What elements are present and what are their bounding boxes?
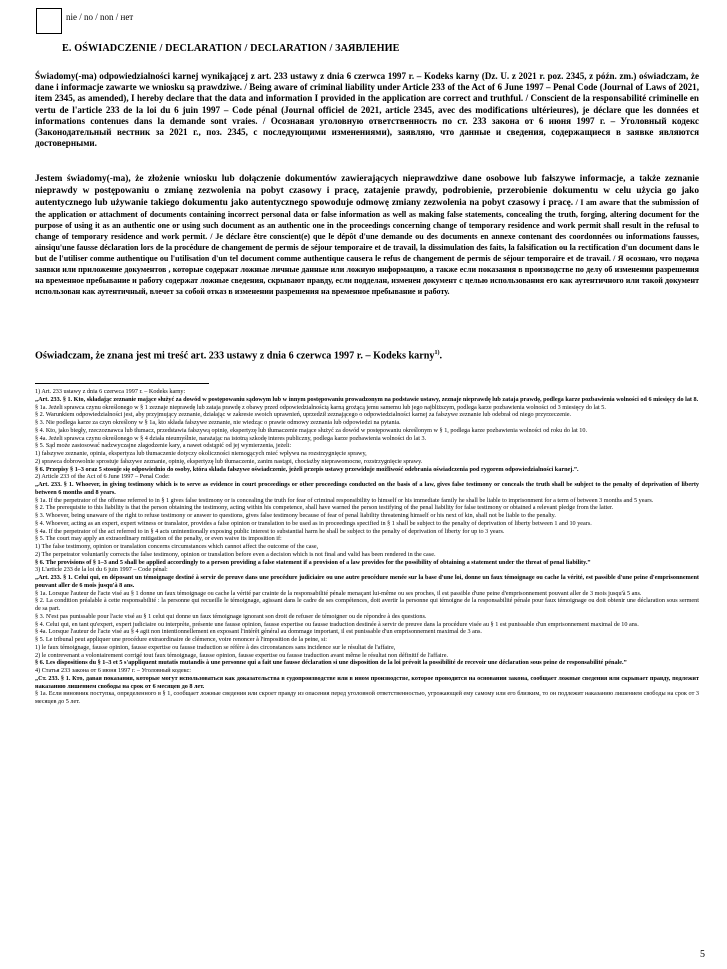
footnote-line: § 1a. Lorsque l'auteur de l'acte visé au § 1 donne un faux témoignage ou cache la vérité par crainte de la responsabilité pénale menaçant lui-même ou ses proches, il est passible d'une peine d'emprisonnement pouvant aller de 3 mois jusqu'à 5 ans.: [35, 589, 642, 597]
footnote-line: § 2. Warunkiem odpowiedzialności jest, aby przyjmujący zeznanie, działając w zakresie swoich uprawnień, uprzedził zeznającego o odpowiedzialności karnej za fałszywe zeznanie lub odebrał od niego przyrzeczenie.: [35, 411, 572, 419]
footnote-line: § 1a. Если виновник поступка, определенного в § 1, сообщает ложные сведения или скроет правду из опасения перед уголовной ответственностью, угрожающей ему самому или его близким, то он подлежит наказанию лишением свободы на срок от 3 месяцев до 5 лет.: [35, 690, 699, 705]
footnote-line: § 6. Les dispositions du § 1–3 et 5 s'appliquent mutatis mutandis à une personne qui a fait une fausse déclaration si une disposition de la loi prévoit la possibilité de recevoir une déclaration sous peine de responsabilité pénale.”: [35, 659, 627, 667]
checkbox-row: [36, 6, 133, 36]
footnote-line: § 2. La condition préalable à cette responsabilité : la personne qui recueille le témoignage, agissant dans le cadre de ses compétences, doit avertir la personne qui témoigne de la responsabilité pénale pour faux témoignage ou doit obtenir une déclaration sous serment de sa part.: [35, 597, 699, 612]
footnote-line: 1) le faux témoignage, fausse opinion, fausse expertise ou fausse traduction se réfère à des circonstances sans incidence sur le résultat de l'affaire,: [35, 643, 396, 651]
footnote-line: § 4a. Jeżeli sprawca czynu określonego w § 4 działa nieumyślnie, narażając na istotną szkodę interes publiczny, podlega karze pozbawienia wolności do lat 3.: [35, 434, 427, 442]
footnote-line: 3) L'article 233 de la loi du 6 juin 1997 – Code pénal:: [35, 566, 168, 574]
footnote-line: 2) sprawca dobrowolnie sprostuje fałszywe zeznanie, opinię, ekspertyzę lub tłumaczenie, zanim nastąpi, chociażby nieprawomocne, rozstrzygnięcie sprawy.: [35, 457, 423, 465]
footnote-line: § 4a. Lorsque l'auteur de l'acte visé au § 4 agit non intentionnellement en exposant l'intérêt général au dommage important, il est punissable d'un emprisonnement maximal de 3 ans.: [35, 628, 482, 636]
footnote-line: § 4. Whoever, acting as an expert, expert witness or translator, provides a false opinion or translation to be used as in proceedings specified in § 1 shall be subject to the penalty of deprivation of liberty between 1 and 10 years.: [35, 519, 592, 527]
no-checkbox[interactable]: [36, 8, 62, 34]
footnote-line: § 2. The prerequisite to this liability is that the person obtaining the testimony, acting within his competence, shall have warned the person testifying of the penal liability for false testimony or obtained a relevant pledge from the latter.: [35, 504, 614, 512]
footnote-line: § 6. Przepisy § 1–3 oraz 5 stosuje się odpowiednio do osoby, która składa fałszywe oświadczenie, jeżeli przepis ustawy przewiduje możliwość odebrania oświadczenia pod rygorem odpowiedzialności karnej.”.: [35, 465, 579, 473]
footnote-line: 2) The perpetrator voluntarily corrects the false testimony, opinion or translation before even a decision which is not final and valid has been rendered in the case.: [35, 550, 436, 558]
footnote-reference: 1): [434, 350, 440, 356]
footnote-line: § 5. Sąd może zastosować nadzwyczajne złagodzenie kary, a nawet odstąpić od jej wymierzenia, jeżeli:: [35, 442, 292, 450]
awareness-polish-text: Jestem świadomy(-ma), że złożenie wniosku lub dołączenie dokumentów zawierających nieprawdziwe dane osobowe lub fałszywe informacje, a także zeznanie nieprawdy w postępowaniu o zmianę zezwolenia na pobyt czasowy i pracę, zatajenie prawdy, podrobienie, przerobienie dokumentu w celu użycia go jako autentycznego lub używanie takiego dokumentu jako autentycznego spowoduje odmowę zmiany zezwolenia na pobyt czasowy i pracę.: [35, 174, 699, 208]
footnote-line: „Art. 233. § 1. Kto, składając zeznanie mające służyć za dowód w postępowaniu sądowym lub w innym postępowaniu prowadzonym na podstawie ustawy, zeznaje nieprawdę lub zataja prawdę, podlega karze pozbawienia wolności od 6 miesięcy do lat 8.: [35, 395, 699, 403]
footnote-line: § 3. N'est pas punissable pour l'acte visé au § 1 celui qui donne un faux témoignage ignorant son droit de refuser de témoigner ou de répondre à des questions.: [35, 612, 427, 620]
footnote-line: § 4. Celui qui, en tant qu'expert, expert judiciaire ou interprète, présente une fausse opinion, fausse expertise ou fausse traduction destinée à servir de preuve dans la procédure visée au § 1 est punissable d'un emprisonnement maximal de 10 ans.: [35, 620, 639, 628]
footnote-line: § 6. The provisions of § 1–3 and 5 shall be applied accordingly to a person providing a false statement if a provision of a law provides for the possibility of obtaining a statement under the threat of penal liability.”: [35, 558, 591, 566]
footnote-line: § 5. Le tribunal peut appliquer une procédure extraordinaire de clémence, voire renoncer à l'imposition de la peine, si:: [35, 636, 327, 643]
page-number: 5: [700, 949, 705, 960]
footnote-line: 1) Art. 233 ustawy z dnia 6 czerwca 1997 r. – Kodeks karny:: [35, 388, 186, 395]
footnote-line: „Art. 233. § 1. Celui qui, en déposant un témoignage destiné à servir de preuve dans une procédure judiciaire ou une autre procédure menée sur la base d'une loi, donne un faux témoignage ou cache la vérité, est passible d'une peine d'emprisonnement pouvant aller de 6 mois jusqu'à 8 ans.: [35, 574, 699, 589]
footnotes: [35, 388, 699, 706]
section-heading: E. OŚWIADCZENIE / DECLARATION / DECLARATION / ЗАЯВЛЕНИЕ: [62, 43, 400, 54]
footnote-line: § 3. Whoever, being unaware of the right to refuse testimony or answer to questions, gives false testimony because of fear of penal liability threatening himself or his next of kin, shall not be liable to the penalty.: [35, 512, 556, 519]
footnote-line: 1) The false testimony, opinion or translation concerns circumstances which cannot affect the outcome of the case,: [35, 543, 319, 550]
declaration-paragraph: Świadomy(-ma) odpowiedzialności karnej wynikającej z art. 233 ustawy z dnia 6 czerwca 1997 r. – Kodeks karny (Dz. U. z 2021 r. poz. 2345, z późn. zm.) oświadczam, że dane i informacje zawarte we wniosku są prawdziwe. / Being aware of criminal liability under Article 233 of the Act of 6 June 1997 – Penal Code (Journal of Laws of 2021, item 2345, as amended), I hereby declare that the data and information I provided in the application are correct and truthful. / Conscient de la responsabilité criminelle en vertu de l'article 233 de la loi du 6 juin 1997 – Code pénal (Journal officiel de 2021, article 2345, avec des modifications ultérieures), je déclare que les données et informations contenues dans la demande sont vraies. / Осознавая уголовную ответственность по ст. 233 закона от 6 июня 1997 г. – Уголовный кодекс (Законодательный вестник за 2021 г., поз. 2345, с последующими изменениями), заявляю, что данные и сведения, содержащиеся в заявке являются достоверными.: [35, 71, 699, 149]
footnote-line: 1) fałszywe zeznanie, opinia, ekspertyza lub tłumaczenie dotyczy okoliczności niemogących mieć wpływu na rozstrzygnięcie sprawy,: [35, 450, 367, 457]
penal-code-statement-text: Oświadczam, że znana jest mi treść art. 233 ustawy z dnia 6 czerwca 1997 r. – Kodeks karny: [35, 350, 435, 362]
footnote-line: 2) Article 233 of the Act of 6 June 1997 – Penal Code:: [35, 473, 170, 481]
no-checkbox-label: nie / no / non / нет: [66, 12, 134, 22]
footnote-line: „Ст. 233. § 1. Кто, давая показания, которые могут использоваться как доказательства в судопроизводстве или в ином производстве, которое проводится на основании закона, сообщает ложные сведения или скрывает правду, подлежит наказанию лишением свободы на срок от 6 месяцев до 8 лет.: [35, 674, 699, 690]
footnote-line: 4) Статья 233 закона от 6 июня 1997 г. – Уголовный кодекс:: [35, 667, 191, 674]
footnote-line: § 1a. Jeżeli sprawca czynu określonego w § 1 zeznaje nieprawdę lub zataja prawdę z obawy przed odpowiedzialnością karną grożącą jemu samemu lub jego najbliższym, podlega karze pozbawienia wolności od 3 miesięcy do lat 5.: [35, 403, 606, 411]
penal-code-statement: Oświadczam, że znana jest mi treść art. 233 ustawy z dnia 6 czerwca 1997 r. – Kodeks karny$^{1)}$.: [35, 350, 443, 362]
footnote-line: 2) le contrevenant a volontairement corrigé tout faux témoignage, fausse opinion, fausse expertise ou fausse traduction avant même le résultat non définitif de l'affaire.: [35, 651, 449, 659]
footnote-line: § 4. Kto, jako biegły, rzeczoznawca lub tłumacz, przedstawia fałszywą opinię, ekspertyzę lub tłumaczenie mające służyć za dowód w postępowaniu określonym w § 1, podlega karze pozbawienia wolności od roku do lat 10.: [35, 426, 587, 434]
footnote-divider: [35, 383, 209, 384]
awareness-paragraph: [35, 173, 699, 297]
footnote-line: § 5. The court may apply an extraordinary mitigation of the penalty, or even waive its imposition if:: [35, 535, 282, 543]
footnote-line: § 3. Nie podlega karze za czyn określony w § 1a, kto składa fałszywe zeznanie, nie wiedząc o prawie odmowy zeznania lub odpowiedzi na pytania.: [35, 419, 401, 426]
footnote-line: § 1a. If the perpetrator of the offense referred to in § 1 gives false testimony or is concealing the truth for fear of criminal responsibility to himself or his immediate family he shall be liable to imprisonment for a term of between 3 months and 5 years.: [35, 496, 654, 504]
footnote-line: „Art. 233. § 1. Whoever, in giving testimony which is to serve as evidence in court proceedings or other proceedings conducted on the basis of a law, gives false testimony or conceals the truth shall be subject to the penalty of deprivation of liberty between 6 months and 8 years.: [35, 481, 699, 496]
footnote-line: § 4a. If the perpetrator of the act referred to in § 4 acts unintentionally exposing public interest to substantial harm he shall be subject to the penalty of deprivation of liberty for up to 3 years.: [35, 527, 505, 535]
awareness-translations-text: / I am aware that the submission of the application or attachment of documents containing incorrect personal data or false information as well as making false statements, concealing the truth, forging, altering document for the purpose of using it as an authentic one or using such document as an authentic one in the proceedings concerning change of temporary residence and work permit shall result in the refusal to change of temporary residence and work permit. / Je déclare être conscient(e) que le dépôt d'une demande ou des documents en annexe contenant des coordonnées ou informations fausses, ainsiqu'une fausse déclaration lors de la procédure de changement de permis de séjour temporaire et de travail, la dissimulation des faits, la falsification ou la rectification d'un document dans le but de l'utiliser comme authentique ou l'utilisation d'un tel document comme authentique causera le refus de changement de permis de séjour temporaire et de travail. / Я осознаю, что подача заявки или приложение документов , которые содержат ложные личные данные или ложную информацию, а также если показания в производстве по делу об изменении разрешения на временное пребывание и работу содержат ложные сведения, скрывают правду, если подделан, изменен документ с целью использования его как аутентичного или такой документ использован как аутентичный, влечет за собой отказ в изменении разрешения на временное пребывание и работу.: [35, 198, 699, 296]
